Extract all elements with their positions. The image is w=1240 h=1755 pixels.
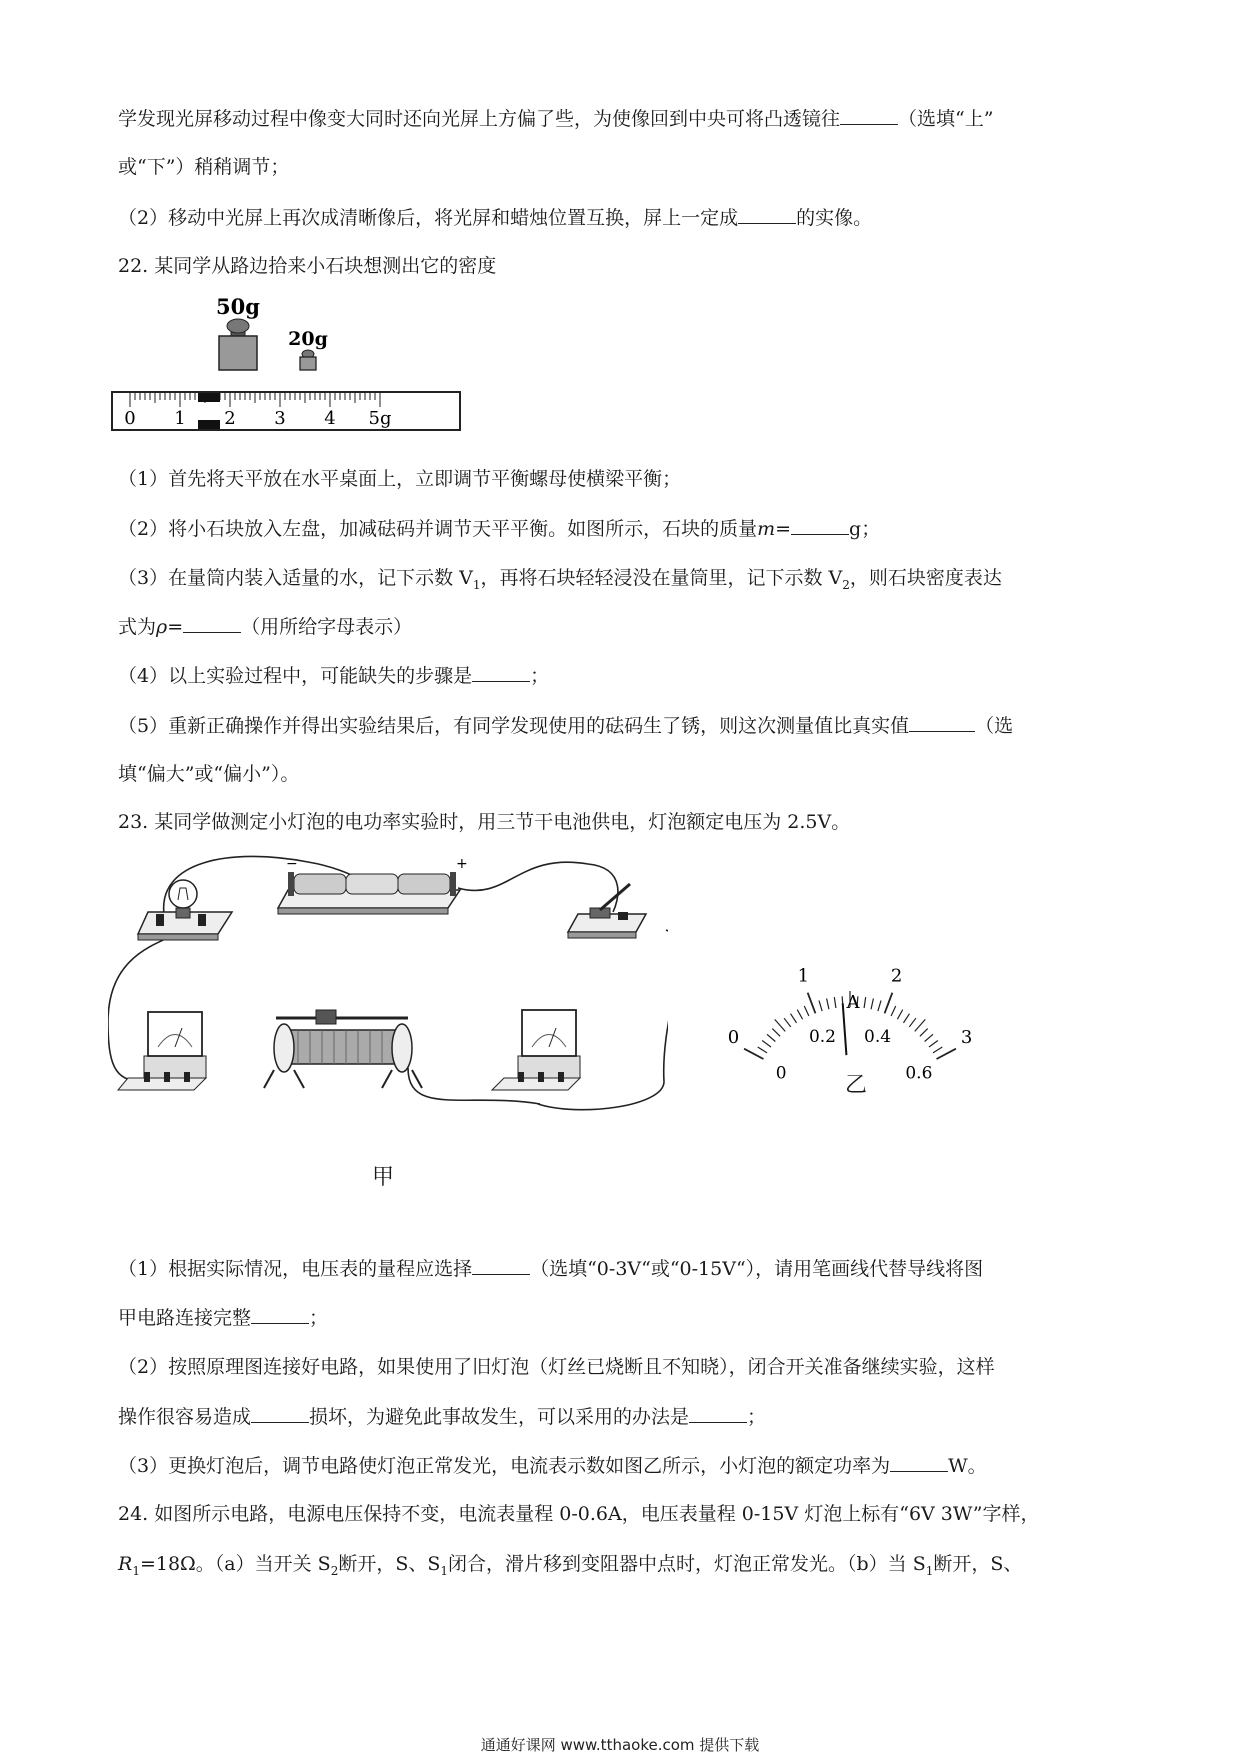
dial-tick <box>758 1047 767 1053</box>
lamp-board <box>138 880 232 940</box>
dial-outer-label: 0 <box>727 1027 740 1049</box>
connect-answer-blank[interactable] <box>251 1305 309 1324</box>
question-22-1: （1）首先将天平放在水平桌面上，立即调节平衡螺母使横梁平衡； <box>118 468 682 490</box>
scale-tick-label: 2 <box>224 408 236 429</box>
dial-tick <box>775 1019 786 1031</box>
rheostat <box>264 1010 422 1088</box>
scale-tick-label: 3 <box>274 408 286 429</box>
figure-jia-caption: 甲 <box>372 1165 395 1190</box>
question-22-title: 22. 某同学从路边拾来小石块想测出它的密度 <box>118 255 497 277</box>
question-23-2: （2）按照原理图连接好电路，如果使用了旧灯泡（灯丝已烧断且不知晓），闭合开关准备继续实验，这样 <box>118 1356 995 1378</box>
dial-outer-label: 1 <box>797 965 810 987</box>
question-22-3-cont: 式为ρ= （用所给字母表示） <box>118 616 413 638</box>
dial-tick <box>937 1049 956 1059</box>
dial-tick <box>772 1029 780 1037</box>
dial-tick <box>804 1006 809 1016</box>
mass-answer-blank[interactable] <box>791 516 849 535</box>
dial-tick <box>878 1001 881 1012</box>
dial-outer-label: 2 <box>890 965 903 987</box>
weight-50g-label: 50g <box>216 294 260 319</box>
dial-tick <box>797 1010 802 1020</box>
damage-answer-blank[interactable] <box>251 1404 309 1423</box>
line-1: 学发现光屏移动过程中像变大同时还向光屏上方偏了些，为使像回到中央可将凸透镜往 （选填“上” <box>118 108 994 130</box>
question-23-1: （1）根据实际情况，电压表的量程应选择 （选填“0-3V“或“0-15V“），请用笔画线代替导线将图 <box>118 1258 984 1280</box>
dial-tick <box>929 1041 938 1048</box>
question-22-2: （2）将小石块放入左盘，加减砝码并调节天平平衡。如图所示，石块的质量m= g； <box>118 518 881 540</box>
svg-text:−: − <box>286 856 298 872</box>
range-answer-blank[interactable] <box>472 1256 530 1275</box>
page-footer: 通通好课网 www.tthaoke.com 提供下载 <box>480 1736 760 1754</box>
ammeter-device <box>492 1010 580 1090</box>
question-23-1-cont: 甲电路连接完整 ； <box>118 1307 329 1329</box>
dial-tick <box>762 1041 771 1048</box>
circuit-figure <box>108 842 668 1142</box>
rider-top <box>198 393 220 402</box>
question-23-3: （3）更换灯泡后，调节电路使灯泡正常发光，电流表示数如图乙所示，小灯泡的额定功率为 W。 <box>118 1455 987 1477</box>
dial-tick <box>767 1034 775 1041</box>
figure-yi-caption: 乙 <box>845 1073 868 1098</box>
dial-inner-label: 0 <box>775 1063 787 1084</box>
weight-20g-label: 20g <box>288 328 328 350</box>
scale-tick-label: 1 <box>174 408 186 429</box>
answer-blank[interactable] <box>738 205 796 224</box>
dial-tick <box>834 997 836 1008</box>
svg-text:+: + <box>456 856 468 872</box>
power-answer-blank[interactable] <box>890 1453 948 1472</box>
dial-tick <box>871 999 873 1010</box>
ammeter-dial-figure <box>710 890 1000 1090</box>
dial-tick <box>891 1006 896 1016</box>
weight-20g <box>300 350 316 370</box>
dial-inner-label: 0.2 <box>808 1027 836 1048</box>
scale-tick-label: 0 <box>124 408 136 429</box>
balance-figure <box>110 290 470 450</box>
dial-tick <box>885 993 893 1014</box>
dial-tick <box>864 997 866 1008</box>
battery-holder <box>278 856 468 914</box>
rider-bottom <box>198 420 220 429</box>
dial-tick <box>784 1018 791 1027</box>
dial-tick <box>920 1029 928 1037</box>
dial-tick <box>819 1001 822 1012</box>
switch <box>568 884 646 938</box>
question-24: 24. 如图所示电路，电源电压保持不变，电流表量程 0-0.6A，电压表量程 0-15V 灯泡上标有“6V 3W”字样， <box>118 1503 1040 1525</box>
question-22-5-cont: 填“偏大”或“偏小”）。 <box>118 763 300 785</box>
dial-unit-label: A <box>846 992 860 1013</box>
question-24-cont: $R_1=18\Omega$。（a）当开关 $S_2$断开，S、$S_1$闭合，滑片移到变阻器中点时，灯泡正常发光。（b）当 $S_1$断开，S、 <box>118 1553 1023 1578</box>
dial-outer-label: 3 <box>960 1027 973 1049</box>
answer-blank[interactable] <box>840 106 898 125</box>
density-answer-blank[interactable] <box>183 614 241 633</box>
dial-tick <box>808 993 816 1014</box>
line-2: 或“下”）稍稍调节； <box>118 156 290 178</box>
dial-inner-label: 0.6 <box>905 1063 933 1084</box>
error-answer-blank[interactable] <box>909 713 975 732</box>
method-answer-blank[interactable] <box>689 1404 747 1423</box>
dial-tick <box>903 1014 909 1023</box>
dial-tick <box>791 1014 797 1023</box>
question-23-2-cont: 操作很容易造成 损坏，为避免此事故发生，可以采用的办法是 ； <box>118 1406 767 1428</box>
weight-50g <box>219 319 257 370</box>
question-22-5: （5）重新正确操作并得出实验结果后，有同学发现使用的砝码生了锈，则这次测量值比真实值 （选 <box>118 715 1014 737</box>
dial-tick <box>827 999 829 1010</box>
question-23-title: 23. 某同学做测定小灯泡的电功率实验时，用三节干电池供电，灯泡额定电压为 2.5V。 <box>118 811 851 833</box>
question-22-4: （4）以上实验过程中，可能缺失的步骤是 ； <box>118 665 550 687</box>
dial-tick <box>933 1047 942 1053</box>
question-22-3: （3）在量筒内装入适量的水，记下示数 $V_1$，再将石块轻轻浸没在量筒里，记下示数 $V_2$，则石块密度表达 <box>118 567 1002 592</box>
dial-tick <box>915 1019 926 1031</box>
dial-inner-label: 0.4 <box>864 1027 892 1048</box>
dial-tick <box>925 1034 933 1041</box>
dial-tick <box>744 1049 763 1059</box>
voltmeter <box>118 1012 206 1090</box>
bulb-icon <box>169 880 197 908</box>
scale-tick-label: 4 <box>324 408 336 429</box>
missing-step-blank[interactable] <box>472 663 530 682</box>
balance-scale <box>112 392 460 430</box>
dial-tick <box>909 1018 916 1027</box>
line-3: （2）移动中光屏上再次成清晰像后，将光屏和蜡烛位置互换，屏上一定成 的实像。 <box>118 207 873 229</box>
scale-tick-label: 5g <box>368 408 392 429</box>
dial-tick <box>897 1010 902 1020</box>
